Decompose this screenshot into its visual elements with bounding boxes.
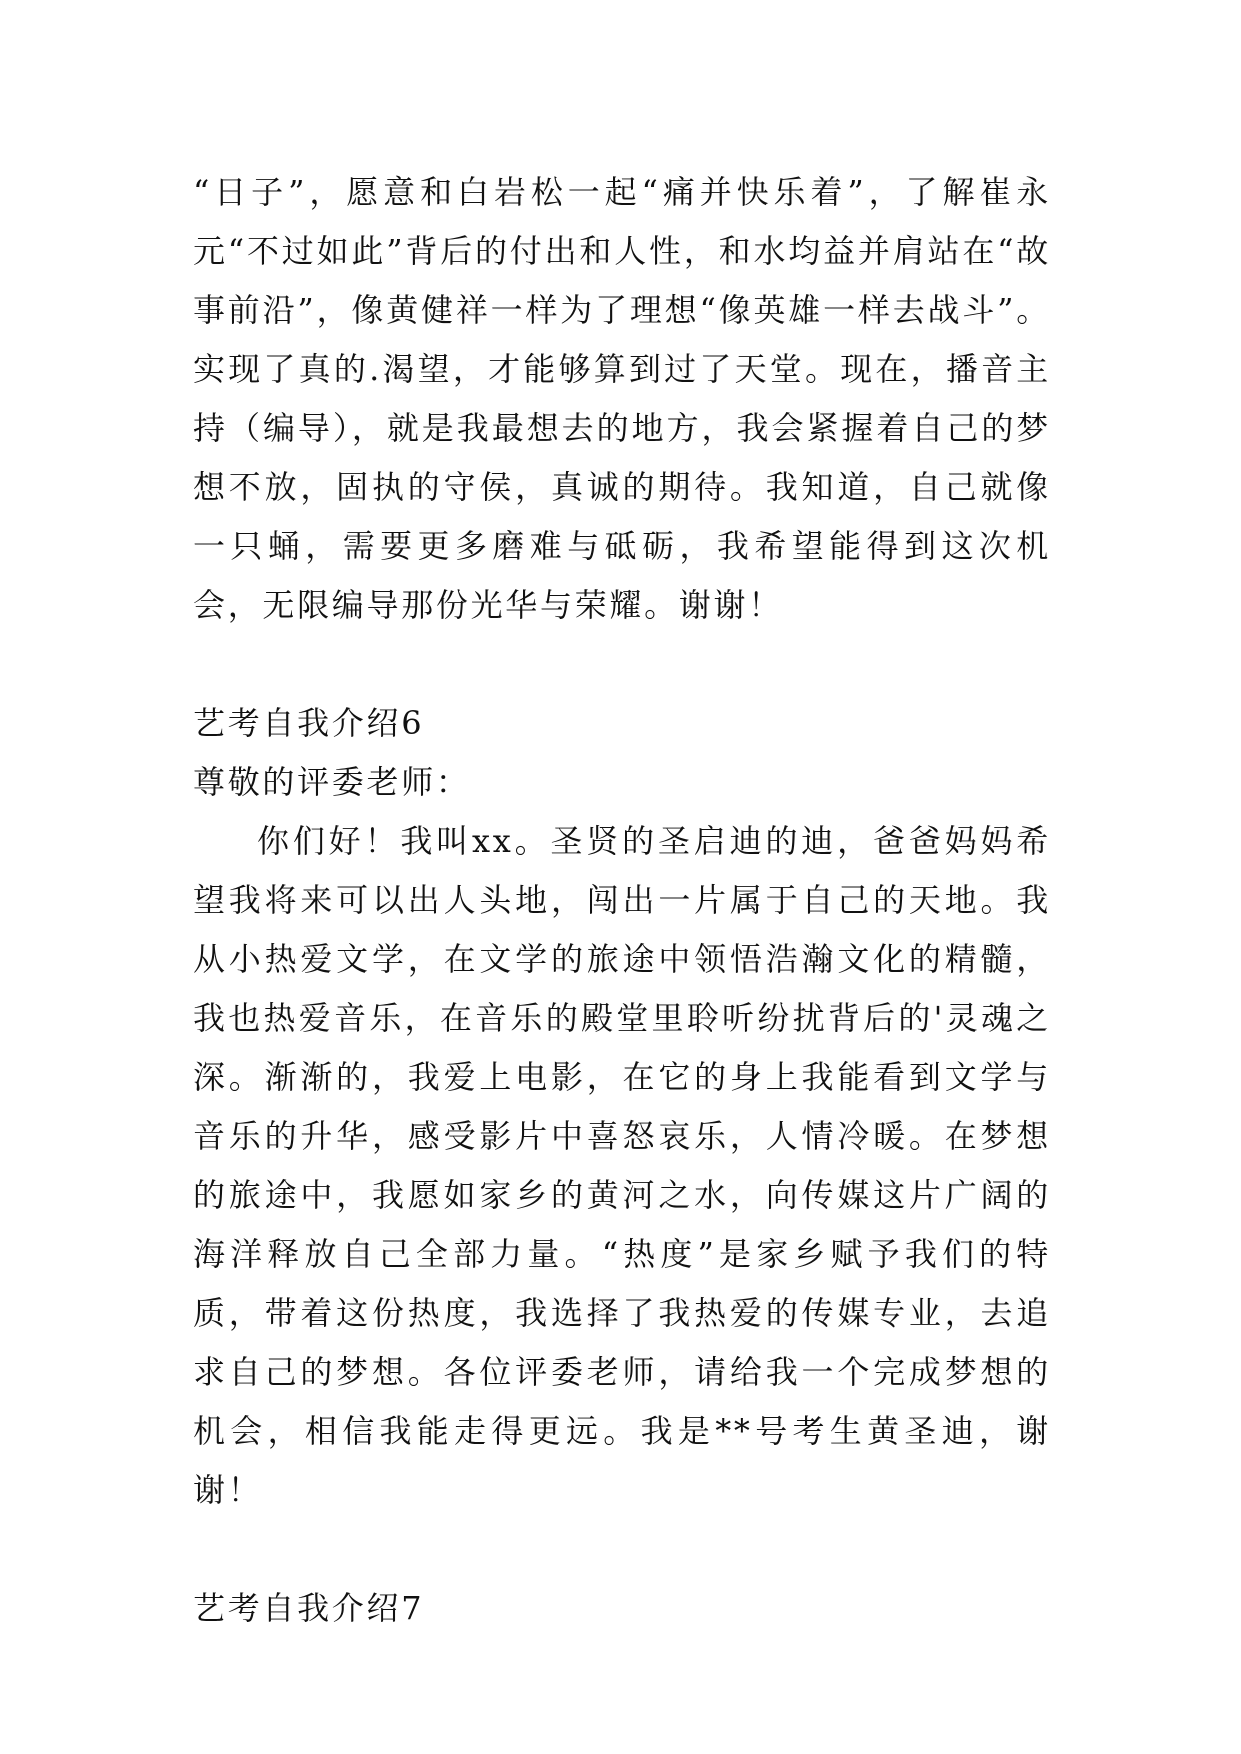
continued-paragraph: “日子”，愿意和白岩松一起“痛并快乐着”，了解崔永元“不过如此”背后的付出和人性，和水均益并肩站在“故事前沿”，像黄健祥一样为了理想“像英雄一样去战斗”。实现了真的.渴望，才能够算到过了天堂。现在，播音主持（编导），就是我最想去的地方，我会紧握着自己的梦想不放，固执的守侯，真诚的期待。我知道，自己就像一只蛹，需要更多磨难与砥砺，我希望能得到这次机会，无限编导那份光华与荣耀。谢谢！ — [193, 173, 1051, 624]
section-6-body: 你们好！我叫xx。圣贤的圣启迪的迪，爸爸妈妈希望我将来可以出人头地，闯出一片属于自己的天地。我从小热爱文学，在文学的旅途中领悟浩瀚文化的精髓，我也热爱音乐，在音乐的殿堂里聆听纷扰背后的'灵魂之深。渐渐的，我爱上电影，在它的身上我能看到文学与音乐的升华，感受影片中喜怒哀乐，人情冷暖。在梦想的旅途中，我愿如家乡的黄河之水，向传媒这片广阔的海洋释放自己全部力量。“热度”是家乡赋予我们的特质，带着这份热度，我选择了我热爱的传媒专业，去追求自己的梦想。各位评委老师，请给我一个完成梦想的机会，相信我能走得更远。我是**号考生黄圣迪，谢谢！ — [193, 822, 1051, 1509]
section-6-title: 艺考自我介绍6 — [193, 704, 425, 742]
section-6-salutation: 尊敬的评委老师： — [193, 763, 471, 801]
section-7-title: 艺考自我介绍7 — [193, 1589, 425, 1627]
paragraph-gap — [193, 1520, 1051, 1579]
document-page — [193, 163, 1051, 1638]
paragraph-gap — [193, 635, 1051, 694]
